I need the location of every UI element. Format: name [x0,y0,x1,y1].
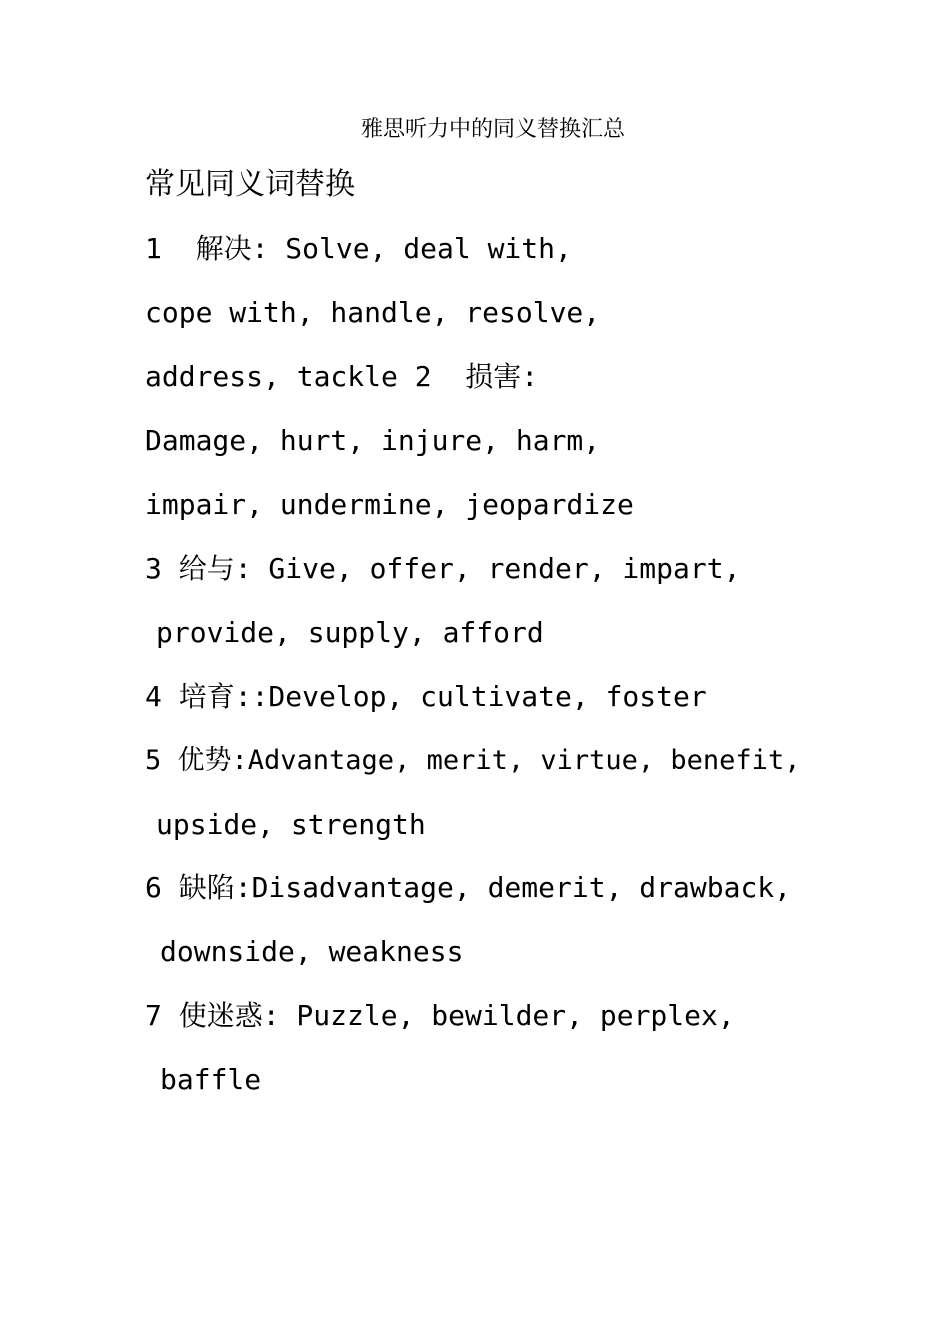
text-line-2: cope with, handle, resolve, [145,296,601,329]
text-line-3: address, tackle 2 损害: [145,360,539,393]
text-line-11: 6 缺陷:Disadvantage, demerit, drawback, [145,871,792,904]
text-line-10: upside, strength [156,808,426,841]
text-line-14: baffle [160,1063,262,1096]
text-line-8: 4 培育::Develop, cultivate, foster [145,680,707,713]
text-line-9: 5 优势:Advantage, merit, virtue, benefit, [145,745,801,776]
text-line-6: 3 给与: Give, offer, render, impart, [145,552,741,585]
text-line-7: provide, supply, afford [156,616,544,649]
text-line-5: impair, undermine, jeopardize [145,488,634,521]
text-line-13: 7 使迷惑: Puzzle, bewilder, perplex, [145,999,735,1032]
section-heading: 常见同义词替换 [145,167,355,202]
text-line-4: Damage, hurt, injure, harm, [145,424,601,457]
document-title: 雅思听力中的同义替换汇总 [360,117,625,142]
text-line-1: 1 解决: Solve, deal with, [145,232,572,265]
text-line-12: downside, weakness [160,935,464,968]
